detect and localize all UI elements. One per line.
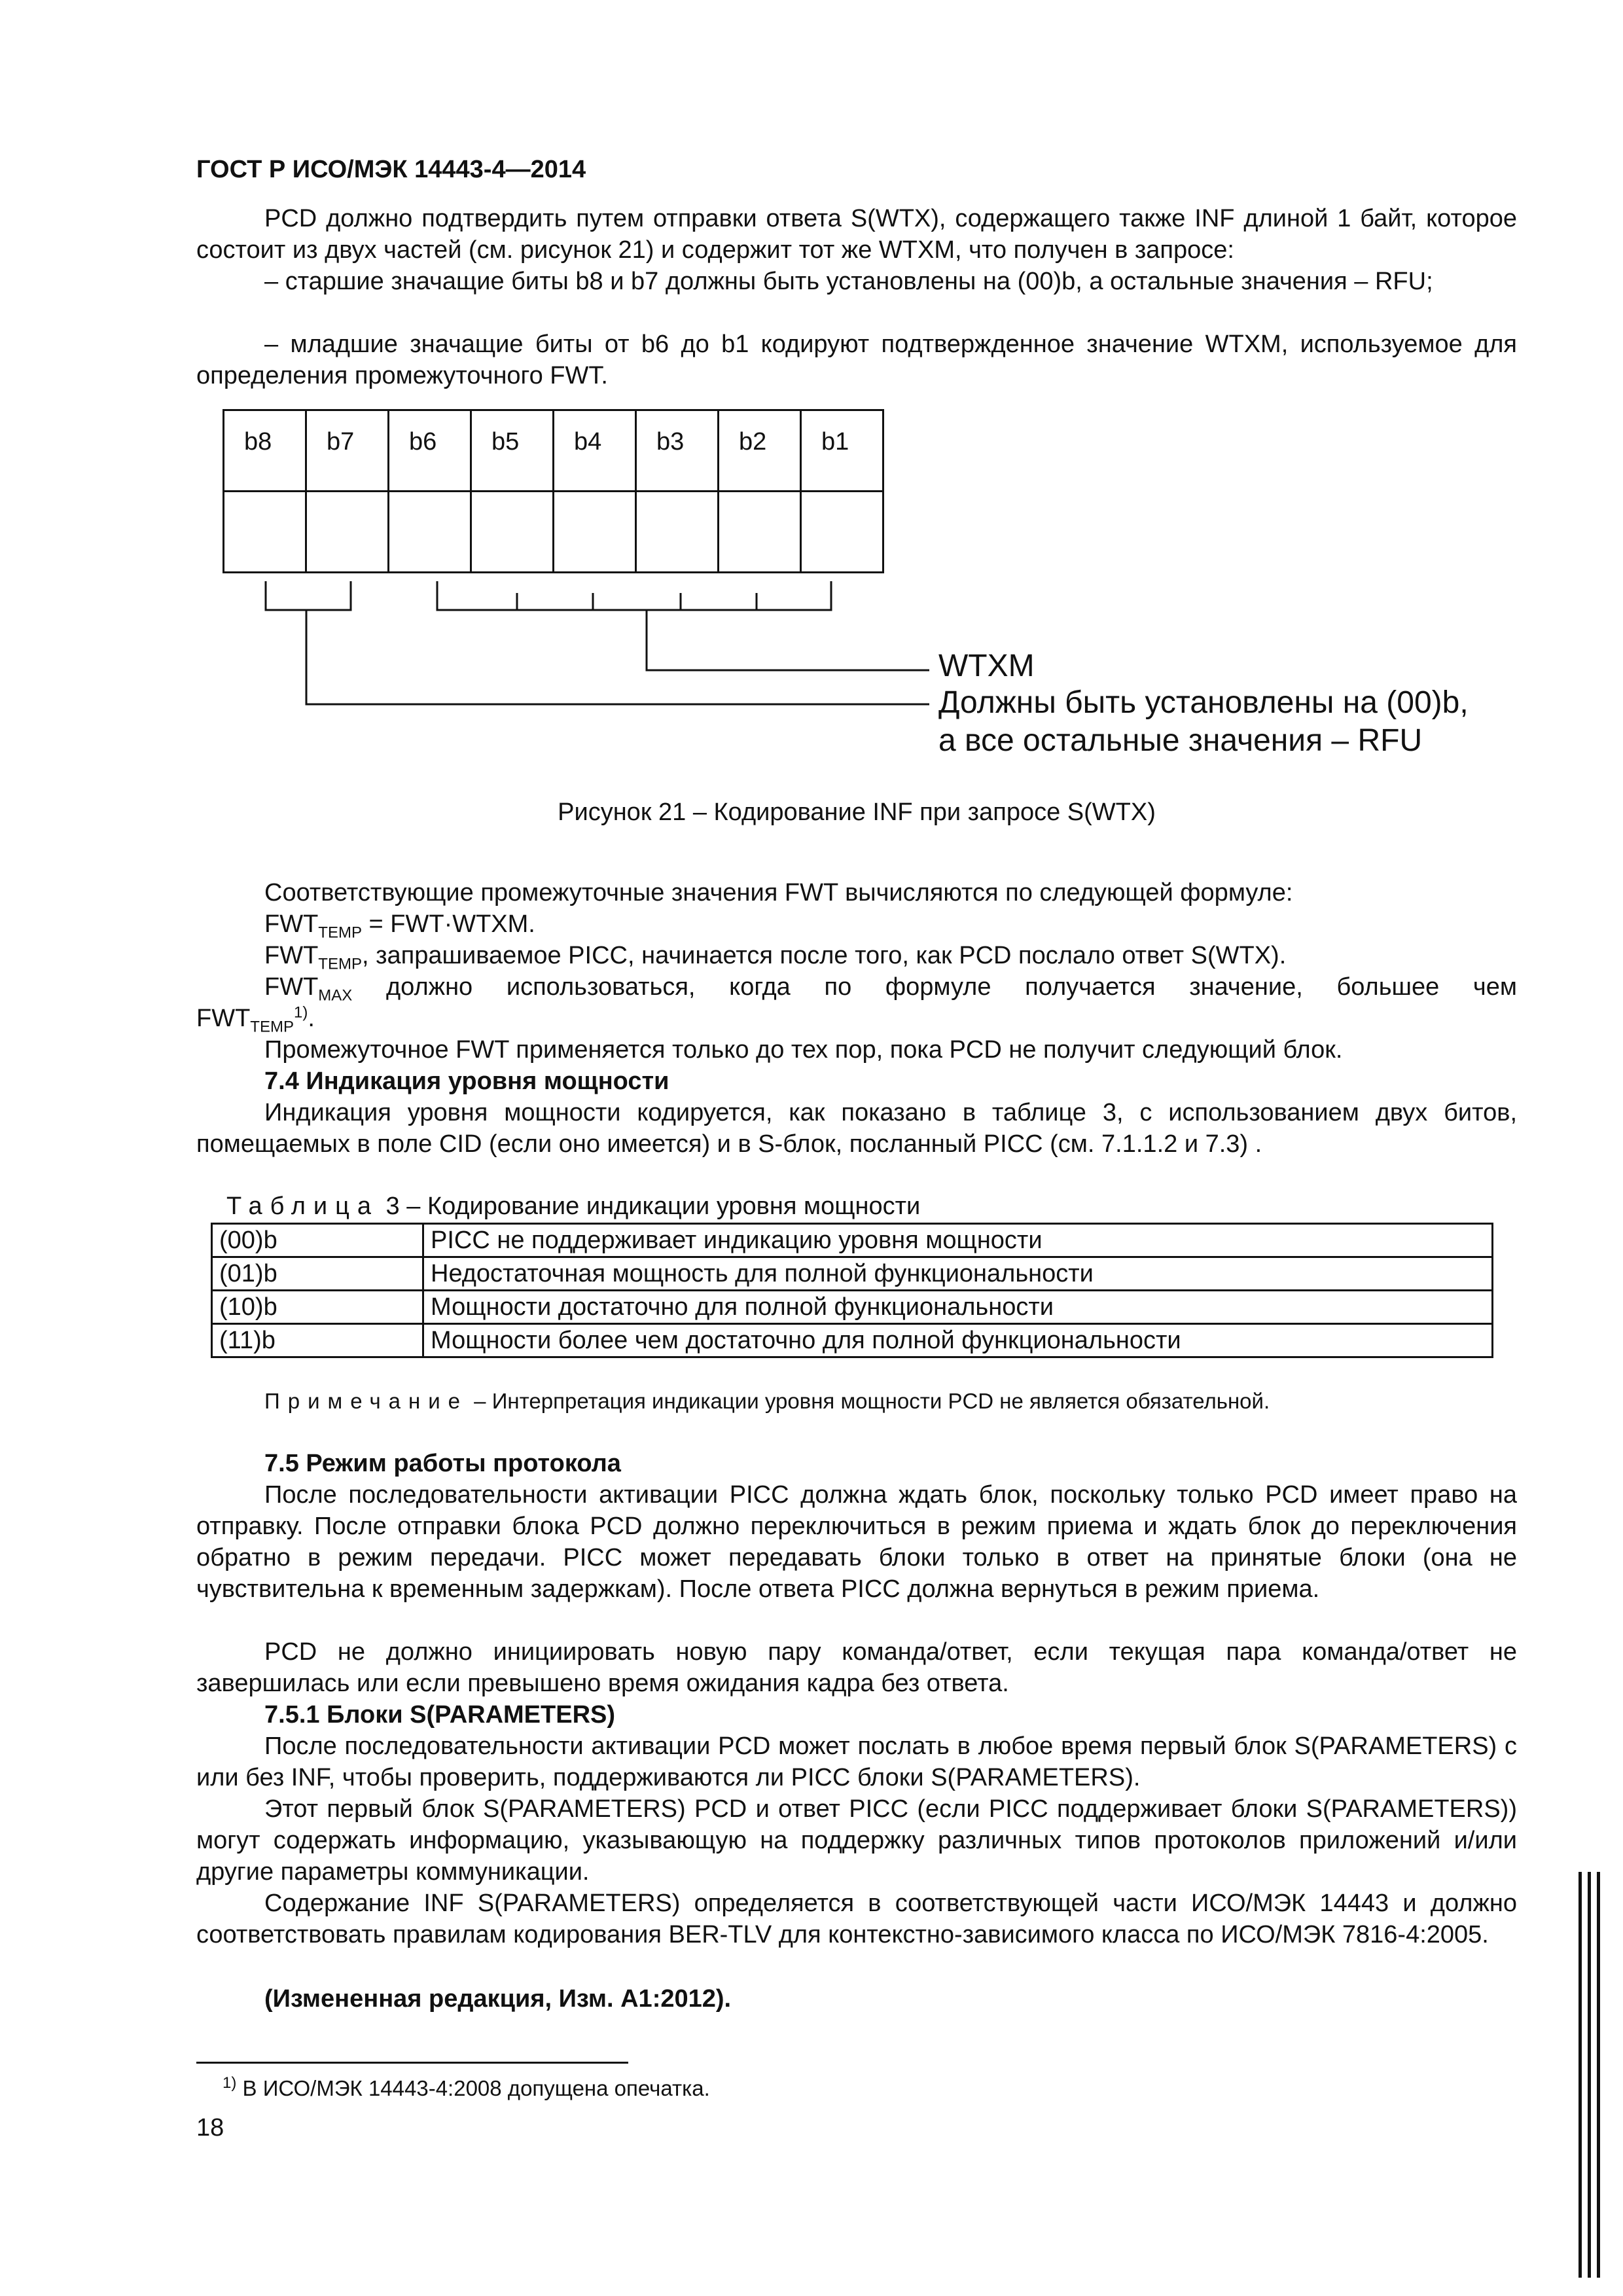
table-row	[212, 1291, 1493, 1324]
formula-note: Промежуточное FWT применяется только до тех пор, пока PCD не получит следующий блок.	[264, 1036, 1343, 1064]
section-7-5-title: 7.5 Режим работы протокола	[264, 1450, 621, 1477]
footnote: $^{1)}$ В ИСО/МЭК 14443-4:2008 допущена опечатка.	[223, 2074, 710, 2100]
bit-cell: b5	[471, 410, 554, 492]
intro-bullet-1: – старшие значащие биты b8 и b7 должны быть установлены на (00)b, а остальные значения – RFU;	[264, 268, 1433, 295]
meaning-cell: Недостаточная мощность для полной функциональности	[423, 1257, 1493, 1291]
page-number: 18	[196, 2114, 224, 2142]
rfu-label-line1: Должны быть установлены на (00)b,	[938, 685, 1469, 720]
document-header: ГОСТ Р ИСО/МЭК 14443-4—2014	[196, 156, 586, 183]
bit-cell: b8	[224, 410, 306, 492]
section-7-5-1-p3: Содержание INF S(PARAMETERS) определяется в соответствующей части ИСО/МЭК 14443 и должно соответствовать правилам кодирования BER-TLV для контекстно-зависимого класса по ИСО/МЭК 7816-4:2005.	[196, 1890, 1517, 1948]
meaning-cell: PICC не поддерживает индикацию уровня мощности	[423, 1224, 1493, 1257]
footnote-ref[interactable]: 1)	[293, 1003, 308, 1022]
table-row	[212, 1224, 1493, 1257]
meaning-cell: Мощности более чем достаточно для полной функциональности	[423, 1324, 1493, 1357]
section-7-5-1-p1: После последовательности активации PCD может послать в любое время первый блок S(PARAMETERS) с или без INF, чтобы проверить, поддерживаются ли PICC блоки S(PARAMETERS).	[196, 1732, 1517, 1791]
formula-fwt-max-line: $FWT_{MAX}$ должно использоваться, когда по формуле получается значение, большее чем	[264, 973, 1517, 1005]
power-level-table	[211, 1223, 1493, 1358]
section-7-5-p1: После последовательности активации PICC должна ждать блок, поскольку только PCD имеет право на отправку. После отправки блока PCD должно переключиться в режим приема и ждать блок до переключения обратно в режим передачи. PICC может передавать блоки только в ответ на принятые блоки (она не чувствительна к временным задержкам). После ответа PICC должна вернуться в режим приема.	[196, 1481, 1517, 1603]
footnote-divider	[196, 2062, 628, 2064]
section-7-5-1-title: 7.5.1 Блоки S(PARAMETERS)	[264, 1701, 616, 1729]
section-7-4-text: Индикация уровня мощности кодируется, как показано в таблице 3, с использованием двух битов, помещаемых в поле CID (если оно имеется) и в S-блок, посланный PICC (см. 7.1.1.2 и 7.3) .	[196, 1099, 1517, 1158]
rfu-leader-line	[306, 610, 929, 704]
formula-intro: Соответствующие промежуточные значения FWT вычисляются по следующей формуле:	[264, 879, 1293, 906]
bracket-b8-b7	[266, 581, 351, 610]
table3-note: Примечание – Интерпретация индикации уровня мощности PCD не является обязательной.	[264, 1389, 1270, 1413]
margin-bars	[1578, 1872, 1605, 2278]
bit-cell: b2	[719, 410, 801, 492]
wtxm-label: WTXM	[938, 649, 1035, 683]
bit-cell: b1	[801, 410, 883, 492]
formula-fwt-temp-line: $FWT_{TEMP}$, запрашиваемое PICC, начинается после того, как PCD послало ответ S(WTX).	[264, 942, 1287, 973]
rfu-label-line2: а все остальные значения – RFU	[938, 723, 1423, 758]
bit-cell: b3	[636, 410, 719, 492]
table-row	[212, 1257, 1493, 1291]
bracket-b6-b1	[437, 581, 831, 610]
table-row	[212, 1324, 1493, 1357]
meaning-cell: Мощности достаточно для полной функциональности	[423, 1291, 1493, 1324]
formula-fwt-temp-ref: $FWT_{TEMP}^{1)}$.	[196, 1003, 315, 1036]
section-7-5-1-p2: Этот первый блок S(PARAMETERS) PCD и ответ PICC (если PICC поддерживает блоки S(PARAMETERS)) могут содержать информацию, указывающую на поддержку различных типов протоколов приложений и/или другие параметры коммуникации.	[196, 1795, 1517, 1886]
code-cell: (10)b	[212, 1291, 423, 1324]
formula-line: $FWT_{TEMP}$ = FWT·WTXM.	[264, 910, 535, 942]
code-cell: (00)b	[212, 1224, 423, 1257]
table3-caption: Таблица 3 – Кодирование индикации уровня мощности	[226, 1193, 921, 1220]
bit-cell: b4	[554, 410, 636, 492]
intro-paragraph: PCD должно подтвердить путем отправки ответа S(WTX), содержащего также INF длиной 1 байт, которое состоит из двух частей (см. рисунок 21) и содержит тот же WTXM, что получен в запросе:	[196, 205, 1517, 264]
wtxm-leader-line	[647, 610, 929, 670]
bit-brackets-diagram	[0, 0, 1623, 785]
code-cell: (01)b	[212, 1257, 423, 1291]
section-7-4-title: 7.4 Индикация уровня мощности	[264, 1067, 669, 1095]
bit-cell: b7	[306, 410, 389, 492]
figure-caption: Рисунок 21 – Кодирование INF при запросе S(WTX)	[558, 798, 1156, 826]
code-cell: (11)b	[212, 1324, 423, 1357]
intro-bullet-2: – младшие значащие биты от b6 до b1 кодируют подтвержденное значение WTXM, используемое для определения промежуточного FWT.	[196, 331, 1517, 389]
amendment-note: (Измененная редакция, Изм. А1:2012).	[264, 1985, 732, 2013]
bit-cell: b6	[389, 410, 471, 492]
section-7-5-p2: PCD не должно инициировать новую пару команда/ответ, если текущая пара команда/ответ не завершилась или если превышено время ожидания кадра без ответа.	[196, 1638, 1517, 1697]
